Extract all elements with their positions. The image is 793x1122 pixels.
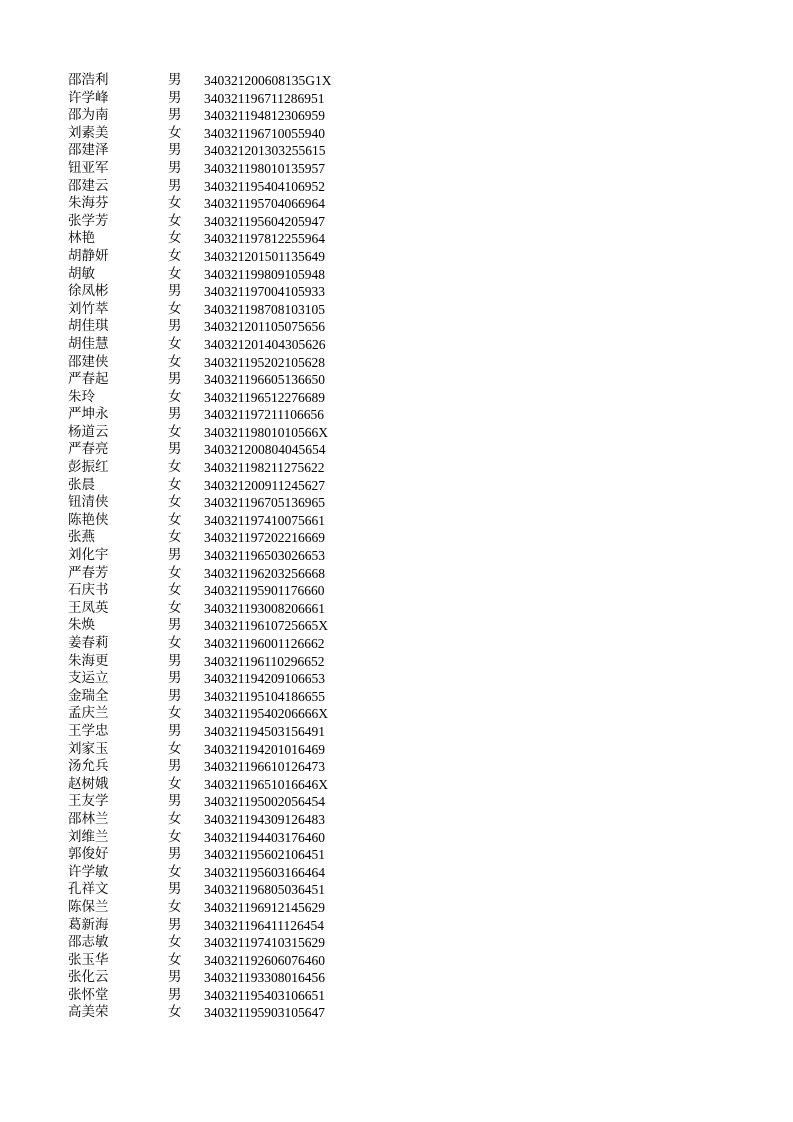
id-number-cell: 340321193008206661: [204, 600, 325, 616]
id-number-cell: 340321196110296652: [204, 653, 325, 669]
gender-cell: 女: [168, 951, 182, 968]
table-row: [68, 917, 368, 935]
id-number-cell: 340321196705136965: [204, 495, 325, 511]
name-cell: 邵志敏: [68, 934, 109, 951]
id-number-cell: 340321195002056454: [204, 794, 325, 810]
table-row: [68, 494, 368, 512]
id-number-cell: 340321201105075656: [204, 319, 325, 335]
name-cell: 邵建侠: [68, 353, 109, 370]
table-row: [68, 723, 368, 741]
gender-cell: 女: [168, 740, 182, 757]
id-number-cell: 340321196710055940: [204, 125, 325, 141]
name-cell: 张化云: [68, 969, 109, 986]
name-cell: 邵浩利: [68, 72, 109, 88]
name-cell: 姜春莉: [68, 635, 109, 651]
id-number-cell: 340321195603166464: [204, 864, 325, 880]
name-cell: 许学敏: [68, 863, 109, 880]
id-number-cell: 340321199809105948: [204, 266, 325, 282]
gender-cell: 男: [168, 441, 182, 458]
id-number-cell: 340321194209106653: [204, 671, 325, 687]
id-number-cell: 340321195602106451: [204, 847, 325, 863]
gender-cell: 女: [168, 635, 182, 651]
name-cell: 王友学: [68, 793, 109, 810]
id-number-cell: 340321201404305626: [204, 336, 326, 352]
table-row: [68, 248, 368, 266]
name-cell: 胡静妍: [68, 247, 109, 264]
id-number-cell: 340321196912145629: [204, 899, 325, 915]
gender-cell: 女: [168, 564, 182, 581]
gender-cell: 女: [168, 476, 182, 493]
name-cell: 胡佳琪: [68, 318, 109, 335]
table-row: [68, 230, 368, 248]
id-number-cell: 340321200608135G1X: [204, 73, 332, 88]
id-number-cell: 340321195403106651: [204, 987, 325, 1003]
name-cell: 刘素美: [68, 124, 109, 141]
table-row: [68, 266, 368, 284]
table-row: [68, 952, 368, 970]
table-row: [68, 899, 368, 917]
table-row: [68, 125, 368, 143]
name-cell: 朱焕: [68, 617, 95, 634]
id-number-cell: 340321196605136650: [204, 372, 325, 388]
table-row: [68, 688, 368, 706]
table-row: [68, 969, 368, 987]
table-row: [68, 793, 368, 811]
name-cell: 朱玲: [68, 388, 95, 405]
name-cell: 张晨: [68, 476, 95, 493]
gender-cell: 女: [168, 582, 182, 599]
id-number-cell: 340321195901176660: [204, 583, 325, 599]
table-row: [68, 371, 368, 389]
table-row: [68, 582, 368, 600]
table-row: [68, 336, 368, 354]
gender-cell: 女: [168, 212, 182, 229]
table-row: [68, 301, 368, 319]
id-number-cell: 34032119651016646X: [204, 776, 328, 792]
gender-cell: 女: [168, 124, 182, 141]
table-row: [68, 441, 368, 459]
name-cell: 刘家玉: [68, 740, 109, 757]
gender-cell: 男: [168, 687, 182, 704]
name-cell: 刘竹萃: [68, 300, 109, 317]
gender-cell: 男: [168, 283, 182, 300]
table-row: [68, 846, 368, 864]
gender-cell: 女: [168, 300, 182, 317]
table-row: [68, 635, 368, 653]
id-number-cell: 340321200804045654: [204, 442, 326, 458]
id-number-cell: 34032119801010566X: [204, 424, 328, 440]
name-cell: 严坤永: [68, 406, 109, 423]
name-cell: 汤允兵: [68, 758, 109, 775]
id-number-cell: 34032119610725665X: [204, 618, 328, 634]
name-cell: 王学忠: [68, 722, 109, 739]
table-row: [68, 811, 368, 829]
id-number-cell: 340321195903105647: [204, 1005, 325, 1021]
gender-cell: 女: [168, 898, 182, 915]
table-row: [68, 881, 368, 899]
table-row: [68, 776, 368, 794]
name-cell: 陈艳侠: [68, 511, 109, 528]
gender-cell: 男: [168, 72, 182, 88]
gender-cell: 男: [168, 406, 182, 423]
table-row: [68, 142, 368, 160]
name-cell: 葛新海: [68, 916, 109, 933]
id-number-cell: 34032119540206666X: [204, 706, 328, 722]
name-cell: 林艳: [68, 230, 95, 247]
table-row: [68, 406, 368, 424]
gender-cell: 男: [168, 758, 182, 775]
id-number-cell: 340321196711286951: [204, 90, 325, 106]
gender-cell: 女: [168, 775, 182, 792]
name-cell: 胡敏: [68, 265, 95, 282]
gender-cell: 女: [168, 1004, 182, 1021]
id-number-cell: 340321195202105628: [204, 354, 325, 370]
table-row: [68, 1004, 368, 1022]
gender-cell: 女: [168, 863, 182, 880]
name-cell: 王凤英: [68, 599, 109, 616]
table-row: [68, 160, 368, 178]
table-row: [68, 705, 368, 723]
table-row: [68, 653, 368, 671]
gender-cell: 女: [168, 511, 182, 528]
name-cell: 严春亮: [68, 441, 109, 458]
id-number-cell: 340321197211106656: [204, 407, 324, 423]
name-cell: 刘维兰: [68, 828, 109, 845]
name-cell: 张玉华: [68, 951, 109, 968]
table-row: [68, 987, 368, 1005]
gender-cell: 女: [168, 934, 182, 951]
gender-cell: 男: [168, 969, 182, 986]
gender-cell: 女: [168, 247, 182, 264]
id-number-cell: 340321194403176460: [204, 829, 325, 845]
gender-cell: 男: [168, 846, 182, 863]
id-number-cell: 340321201303255615: [204, 143, 326, 159]
name-cell: 孟庆兰: [68, 705, 109, 722]
table-row: [68, 529, 368, 547]
id-number-cell: 340321196512276689: [204, 389, 325, 405]
name-cell: 邵为南: [68, 107, 109, 124]
id-number-cell: 340321196203256668: [204, 565, 325, 581]
gender-cell: 女: [168, 599, 182, 616]
id-number-cell: 340321196001126662: [204, 636, 325, 651]
gender-cell: 女: [168, 705, 182, 722]
gender-cell: 女: [168, 195, 182, 212]
gender-cell: 女: [168, 828, 182, 845]
name-cell: 严春芳: [68, 564, 109, 581]
table-row: [68, 512, 368, 530]
name-cell: 张学芳: [68, 212, 109, 229]
gender-cell: 男: [168, 617, 182, 634]
id-number-cell: 340321196503026653: [204, 548, 325, 564]
table-row: [68, 72, 368, 90]
table-row: [68, 864, 368, 882]
id-number-cell: 340321196610126473: [204, 759, 325, 775]
table-row: [68, 459, 368, 477]
table-row: [68, 107, 368, 125]
table-row: [68, 934, 368, 952]
table-row: [68, 389, 368, 407]
id-number-cell: 340321197004105933: [204, 284, 325, 300]
gender-cell: 女: [168, 265, 182, 282]
table-row: [68, 354, 368, 372]
name-cell: 徐凤彬: [68, 283, 109, 300]
table-row: [68, 617, 368, 635]
table-row: [68, 283, 368, 301]
gender-cell: 女: [168, 459, 182, 476]
gender-cell: 女: [168, 335, 182, 352]
name-cell: 许学峰: [68, 89, 109, 106]
gender-cell: 女: [168, 529, 182, 546]
table-row: [68, 477, 368, 495]
id-number-cell: 340321197812255964: [204, 231, 325, 247]
name-cell: 邵建云: [68, 177, 109, 194]
name-cell: 朱海芬: [68, 195, 109, 212]
id-number-cell: 340321198010135957: [204, 160, 325, 176]
person-list: [68, 72, 368, 1022]
id-number-cell: 340321196411126454: [204, 917, 324, 933]
name-cell: 杨道云: [68, 423, 109, 440]
id-number-cell: 340321198708103105: [204, 301, 325, 317]
table-row: [68, 424, 368, 442]
name-cell: 张燕: [68, 529, 95, 546]
table-row: [68, 741, 368, 759]
id-number-cell: 340321197410075661: [204, 512, 325, 528]
name-cell: 陈保兰: [68, 898, 109, 915]
gender-cell: 男: [168, 89, 182, 106]
name-cell: 赵树娥: [68, 775, 109, 792]
gender-cell: 男: [168, 916, 182, 933]
table-row: [68, 318, 368, 336]
id-number-cell: 340321198211275622: [204, 460, 325, 476]
id-number-cell: 340321201501135649: [204, 248, 325, 264]
name-cell: 胡佳慧: [68, 335, 109, 352]
name-cell: 钮清侠: [68, 494, 109, 511]
id-number-cell: 340321195404106952: [204, 178, 325, 194]
gender-cell: 男: [168, 318, 182, 335]
name-cell: 孔祥文: [68, 881, 109, 898]
table-row: [68, 547, 368, 565]
id-number-cell: 340321196805036451: [204, 882, 325, 898]
id-number-cell: 340321194812306959: [204, 108, 325, 124]
id-number-cell: 340321197410315629: [204, 935, 325, 951]
name-cell: 朱海更: [68, 652, 109, 669]
table-row: [68, 758, 368, 776]
name-cell: 金瑞全: [68, 687, 109, 704]
gender-cell: 女: [168, 353, 182, 370]
id-number-cell: 340321195104186655: [204, 688, 325, 704]
gender-cell: 男: [168, 793, 182, 810]
gender-cell: 女: [168, 810, 182, 827]
table-row: [68, 670, 368, 688]
gender-cell: 女: [168, 388, 182, 405]
id-number-cell: 340321194503156491: [204, 723, 325, 739]
table-row: [68, 213, 368, 231]
gender-cell: 男: [168, 371, 182, 388]
id-number-cell: 340321197202216669: [204, 530, 325, 546]
gender-cell: 男: [168, 547, 182, 564]
gender-cell: 男: [168, 881, 182, 898]
table-row: [68, 565, 368, 583]
gender-cell: 男: [168, 177, 182, 194]
table-row: [68, 195, 368, 213]
id-number-cell: 340321194309126483: [204, 811, 325, 827]
name-cell: 石庆书: [68, 582, 109, 599]
table-row: [68, 90, 368, 108]
id-number-cell: 340321195604205947: [204, 213, 325, 229]
id-number-cell: 340321195704066964: [204, 196, 325, 212]
gender-cell: 男: [168, 722, 182, 739]
name-cell: 严春起: [68, 371, 109, 388]
name-cell: 钮亚军: [68, 159, 109, 176]
id-number-cell: 340321193308016456: [204, 970, 325, 986]
name-cell: 高美荣: [68, 1004, 109, 1021]
name-cell: 张怀堂: [68, 986, 109, 1003]
gender-cell: 男: [168, 652, 182, 669]
gender-cell: 女: [168, 494, 182, 511]
name-cell: 支运立: [68, 670, 109, 687]
gender-cell: 男: [168, 107, 182, 124]
table-row: [68, 600, 368, 618]
name-cell: 彭振红: [68, 459, 109, 476]
name-cell: 邵林兰: [68, 810, 109, 827]
name-cell: 刘化宇: [68, 547, 109, 564]
name-cell: 郭俊好: [68, 846, 109, 863]
id-number-cell: 340321194201016469: [204, 741, 325, 757]
id-number-cell: 340321200911245627: [204, 477, 325, 493]
gender-cell: 女: [168, 230, 182, 247]
table-row: [68, 829, 368, 847]
gender-cell: 男: [168, 142, 182, 159]
gender-cell: 男: [168, 986, 182, 1003]
gender-cell: 女: [168, 423, 182, 440]
id-number-cell: 340321192606076460: [204, 952, 325, 968]
name-cell: 邵建泽: [68, 142, 109, 159]
table-row: [68, 178, 368, 196]
gender-cell: 男: [168, 159, 182, 176]
gender-cell: 男: [168, 670, 182, 687]
